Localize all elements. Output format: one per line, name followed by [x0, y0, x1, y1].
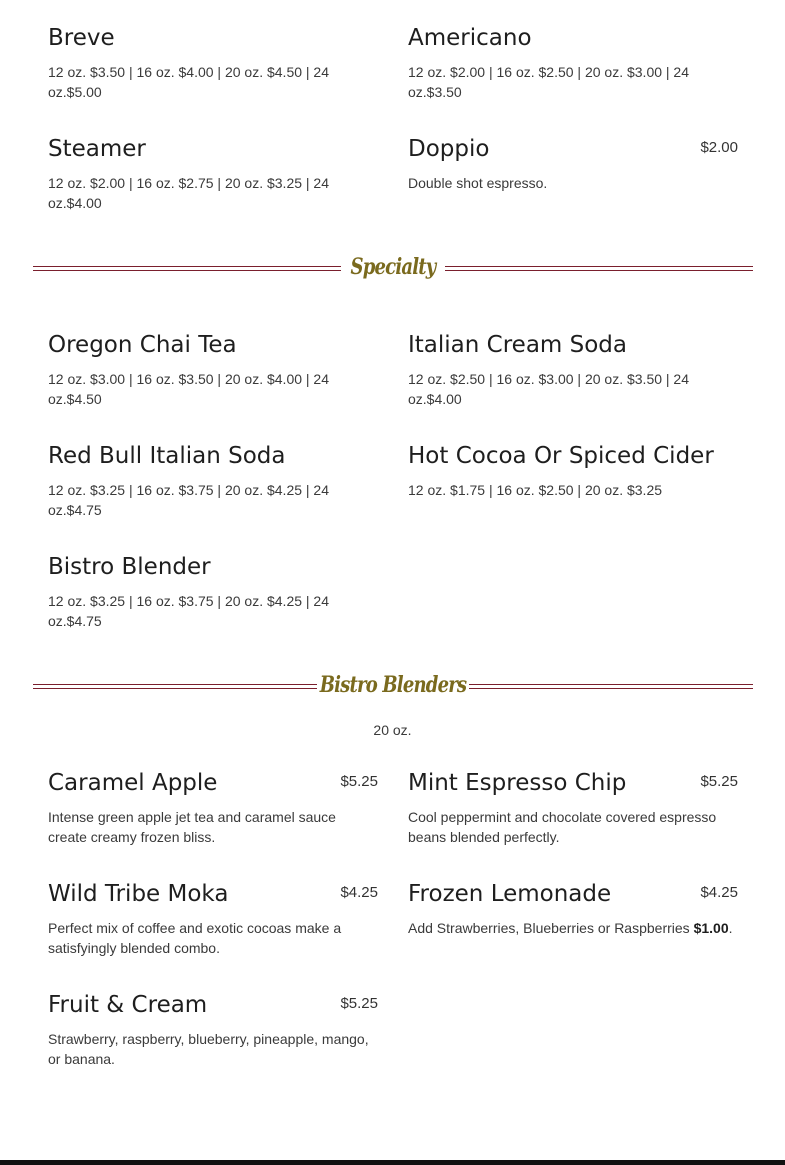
- divider-line: [445, 266, 753, 271]
- section-title-bistro-blenders: Bistro Blenders: [319, 672, 467, 698]
- item-name: Americano: [408, 25, 532, 51]
- item-price: $4.25: [340, 884, 378, 901]
- section-title-specialty: Specialty: [350, 254, 436, 280]
- item-name: Breve: [48, 25, 115, 51]
- section-divider-bistro-blenders: [33, 673, 753, 703]
- item-description: 12 oz. $3.50 | 16 oz. $4.00 | 20 oz. $4.50 | 24 oz.$5.00: [48, 64, 330, 100]
- item-name: Caramel Apple: [48, 770, 218, 796]
- item-name: Italian Cream Soda: [408, 332, 627, 358]
- item-description: 12 oz. $3.25 | 16 oz. $3.75 | 20 oz. $4.25 | 24 oz.$4.75: [48, 593, 330, 629]
- item-name: Fruit & Cream: [48, 992, 208, 1018]
- item-description: 12 oz. $1.75 | 16 oz. $2.50 | 20 oz. $3.25: [408, 482, 663, 498]
- item-description: Double shot espresso.: [408, 175, 548, 191]
- item-description: Cool peppermint and chocolate covered espresso beans blended perfectly.: [408, 809, 717, 845]
- item-name: Mint Espresso Chip: [408, 770, 627, 796]
- addon-text: Add Strawberries, Blueberries or Raspberries: [408, 920, 690, 936]
- item-price: $5.25: [340, 995, 378, 1012]
- item-price: $4.25: [700, 884, 738, 901]
- item-description: [408, 918, 738, 938]
- item-description: Perfect mix of coffee and exotic cocoas make a satisfyingly blended combo.: [48, 920, 342, 956]
- item-name: Frozen Lemonade: [408, 881, 612, 907]
- item-name: Red Bull Italian Soda: [48, 443, 286, 469]
- item-price: $2.00: [700, 139, 738, 156]
- addon-suffix: .: [728, 920, 733, 936]
- item-description: 12 oz. $2.00 | 16 oz. $2.75 | 20 oz. $3.25 | 24 oz.$4.00: [48, 175, 330, 211]
- item-name: Steamer: [48, 136, 146, 162]
- item-description: 12 oz. $2.00 | 16 oz. $2.50 | 20 oz. $3.00 | 24 oz.$3.50: [408, 64, 690, 100]
- item-description: Intense green apple jet tea and caramel sauce create creamy frozen bliss.: [48, 809, 336, 845]
- addon-price: $1.00: [693, 920, 729, 936]
- item-description: Strawberry, raspberry, blueberry, pineapple, mango, or banana.: [48, 1031, 369, 1067]
- section-divider-specialty: [33, 255, 753, 285]
- item-name: Oregon Chai Tea: [48, 332, 237, 358]
- item-description: 12 oz. $2.50 | 16 oz. $3.00 | 20 oz. $3.50 | 24 oz.$4.00: [408, 371, 690, 407]
- item-description: 12 oz. $3.25 | 16 oz. $3.75 | 20 oz. $4.25 | 24 oz.$4.75: [48, 482, 330, 518]
- item-description: 12 oz. $3.00 | 16 oz. $3.50 | 20 oz. $4.00 | 24 oz.$4.50: [48, 371, 330, 407]
- item-name: Hot Cocoa Or Spiced Cider: [408, 443, 714, 469]
- footer-bar: [0, 1160, 785, 1165]
- item-price: $5.25: [340, 773, 378, 790]
- item-name: Bistro Blender: [48, 554, 211, 580]
- section-size-note: 20 oz.: [373, 722, 412, 738]
- divider-line: [469, 684, 753, 689]
- item-name: Wild Tribe Moka: [48, 881, 229, 907]
- item-name: Doppio: [408, 136, 490, 162]
- item-price: $5.25: [700, 773, 738, 790]
